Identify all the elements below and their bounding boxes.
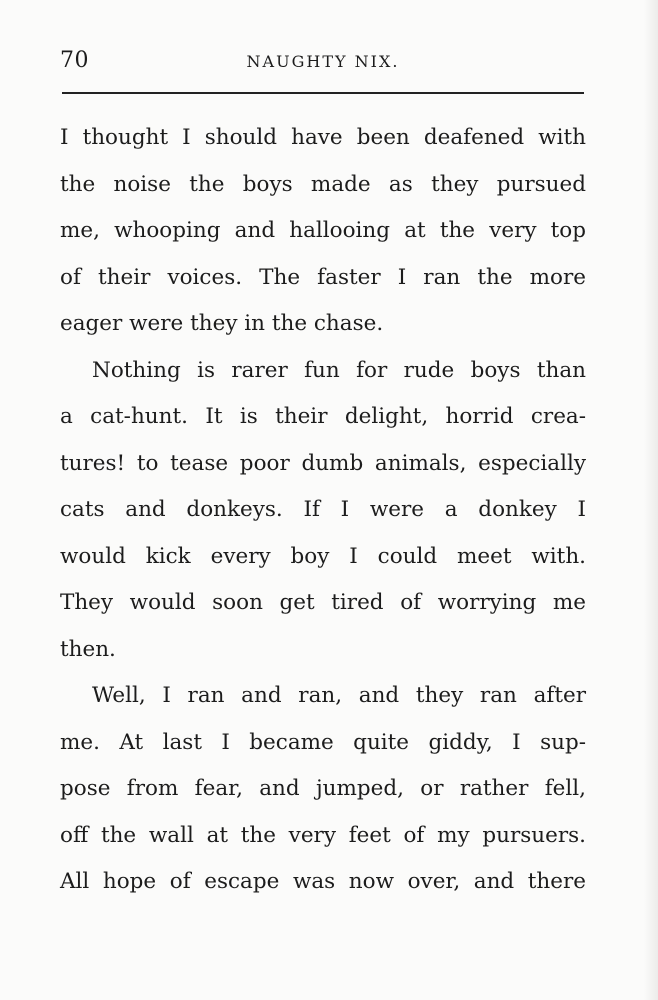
text-line: pose from fear, and jumped, or rather fell, — [60, 776, 586, 801]
text-line: then. — [60, 636, 116, 662]
text-line: Well, I ran and ran, and they ran after — [92, 683, 586, 708]
text-line: cats and donkeys. If I were a donkey I — [60, 497, 586, 522]
page-header — [60, 48, 586, 78]
text-line: a cat-hunt. It is their delight, horrid crea- — [60, 404, 586, 429]
text-line: of their voices. The faster I ran the more — [60, 264, 586, 290]
text-line: eager were they in the chase. — [60, 311, 384, 336]
body-text — [60, 115, 586, 906]
text-line: tures! to tease poor dumb animals, especially — [60, 450, 586, 476]
text-line: me. At last I became quite giddy, I sup- — [60, 729, 586, 755]
text-line: me, whooping and hallooing at the very top — [60, 218, 586, 243]
paragraph-2 — [60, 348, 586, 674]
header-rule — [62, 92, 584, 94]
page-number: 70 — [60, 48, 89, 73]
text-line: Nothing is rarer fun for rude boys than — [92, 357, 586, 383]
text-line: They would soon get tired of worrying me — [60, 590, 586, 615]
text-line: off the wall at the very feet of my pursuers. — [60, 822, 586, 848]
paragraph-1 — [60, 115, 586, 348]
paragraph-3 — [60, 673, 586, 906]
page-edge-shadow — [644, 0, 658, 1000]
text-line: All hope of escape was now over, and there — [60, 869, 586, 894]
text-line: would kick every boy I could meet with. — [60, 543, 586, 569]
text-line: I thought I should have been deafened with — [60, 125, 586, 150]
text-line: the noise the boys made as they pursued — [60, 171, 586, 197]
running-title: NAUGHTY NIX. — [246, 52, 400, 71]
